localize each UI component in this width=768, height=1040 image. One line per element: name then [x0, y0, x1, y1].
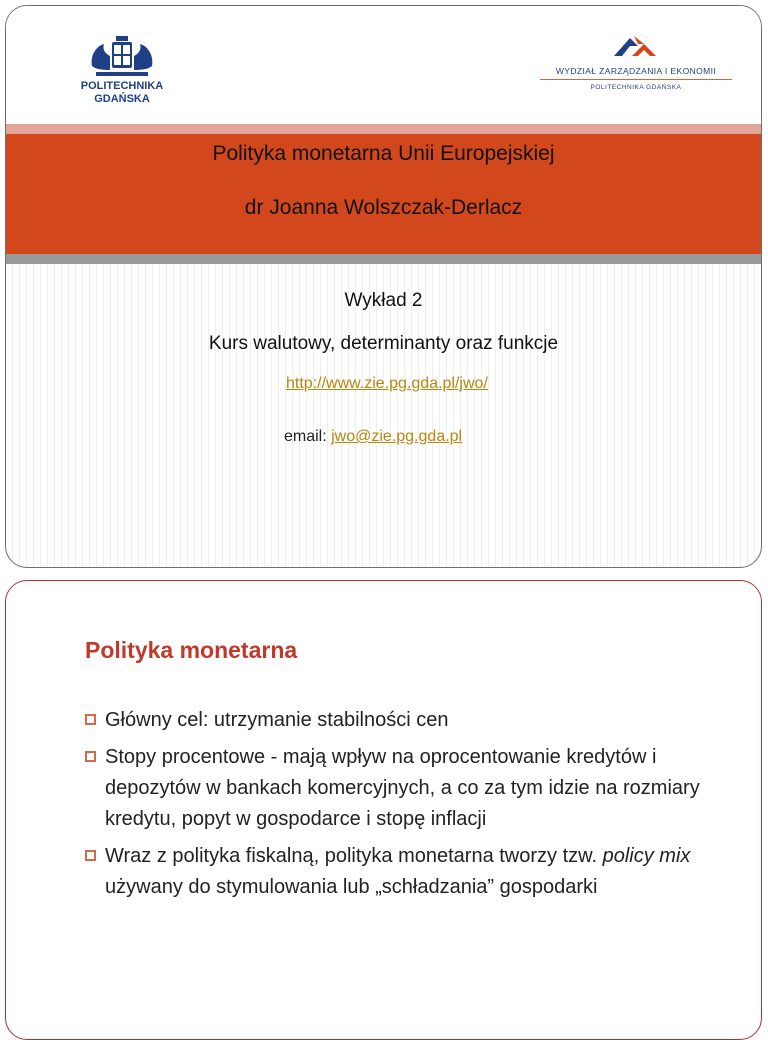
- bullet-text: używany do stymulowania lub „schładzania” gospodarki: [105, 876, 598, 898]
- website-link[interactable]: http://www.zie.pg.gda.pl/jwo/: [286, 375, 488, 392]
- title-slide-body: [6, 264, 761, 568]
- checkbox-bullet-icon: [85, 751, 96, 762]
- bullet-text-italic: policy mix: [602, 845, 691, 867]
- wzie-logo-mark-icon: [610, 32, 660, 60]
- politechnika-crest-icon: [86, 36, 158, 78]
- slide-heading: Polityka monetarna: [85, 637, 298, 663]
- presentation-title: Polityka monetarna Unii Europejskiej: [212, 142, 555, 165]
- content-slide: [5, 580, 762, 1040]
- title-band: [6, 134, 761, 254]
- logo-text-line2: GDAŃSKA: [94, 93, 150, 105]
- bullet-text: Stopy procentowe - mają wpływ na oprocentowanie kredytów i depozytów w bankach komercyjnych, a co za tym idzie na rozmiary kredytu, popyt w gospodarce i stopę inflacji: [105, 746, 700, 830]
- bullet-text: Wraz z polityka fiskalną, polityka monetarna tworzy tzw.: [105, 845, 603, 867]
- author-name: dr Joanna Wolszczak-Derlacz: [244, 196, 523, 219]
- bullet-list: [85, 705, 725, 909]
- wzie-logo-divider: [540, 79, 732, 80]
- list-item: [85, 841, 725, 903]
- email-label: email:: [284, 428, 332, 445]
- logo-text-line1: POLITECHNIKA: [80, 80, 164, 92]
- politechnika-gdanska-logo: [68, 36, 176, 116]
- email-link[interactable]: jwo@zie.pg.gda.pl: [331, 428, 463, 445]
- decorative-band-gray: [6, 254, 761, 264]
- wzie-logo-subtitle: POLITECHNIKA GDAŃSKA: [590, 84, 682, 91]
- lecture-subtitle: Kurs walutowy, determinanty oraz funkcje: [208, 333, 559, 354]
- decorative-band-pink: [6, 124, 761, 134]
- checkbox-bullet-icon: [85, 850, 96, 861]
- checkbox-bullet-icon: [85, 714, 96, 725]
- bullet-text: Główny cel: utrzymanie stabilności cen: [105, 709, 449, 731]
- title-slide: [5, 5, 762, 568]
- wzie-logo-title: WYDZIAŁ ZARZĄDZANIA I EKONOMII: [555, 66, 717, 76]
- email-row: [284, 428, 462, 446]
- lecture-number: Wykład 2: [344, 290, 423, 311]
- list-item: [85, 742, 725, 835]
- logo-bar: [6, 6, 761, 124]
- wzie-logo: [530, 32, 742, 100]
- list-item: [85, 705, 725, 736]
